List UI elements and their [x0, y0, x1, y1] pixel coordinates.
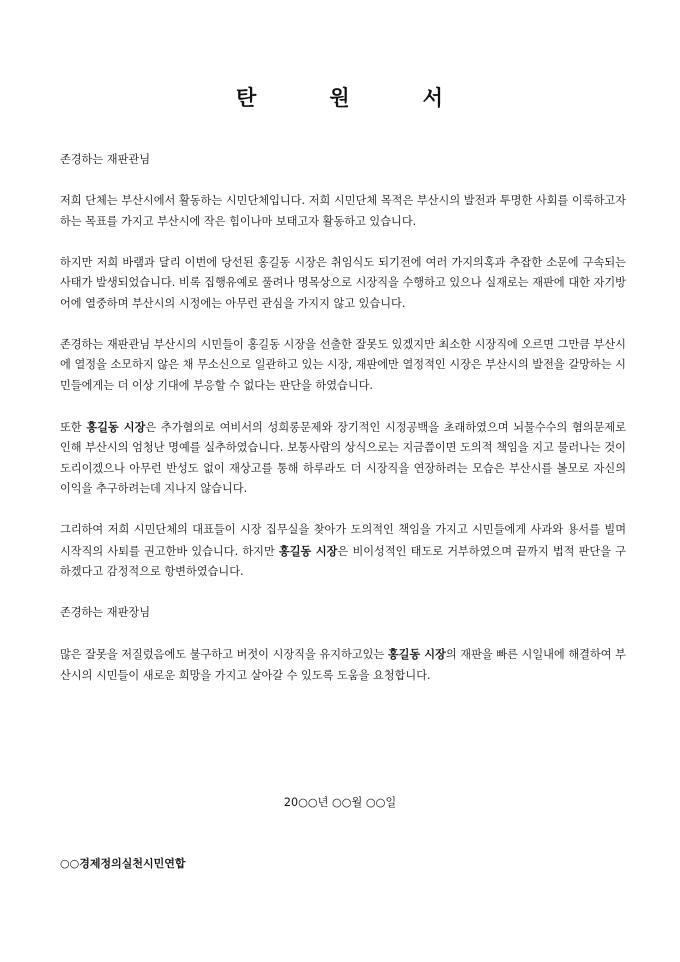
mayor-name: 홍길동 시장 [86, 419, 146, 434]
paragraph [60, 644, 626, 686]
mayor-name: 홍길동 시장 [387, 647, 446, 661]
title-char: 서 [422, 85, 444, 110]
paragraph-text: 그리하여 저희 시민단체의 대표들이 시장 집무실을 찾아가 도의적인 책임을 가지고 시민들에게 사과와 용서를 빌며 시작직의 사퇴를 권고한바 있습니다. 하지만 [60, 523, 626, 558]
petition-body [60, 150, 626, 707]
paragraph-text: 많은 잘못을 저질렀음에도 불구하고 버젓이 시장직을 유지하고있는 [60, 648, 388, 661]
paragraph [60, 417, 626, 500]
salutation: 존경하는 재판관님 [60, 153, 151, 166]
paragraph: 저희 단체는 부산시에서 활동하는 시민단체입니다. 저희 시민단체 목적은 부산시의 발전과 투명한 사회를 이룩하고자 하는 목표를 가지고 부산시에 작은 힘이나마 보태고자 활동하고 있습니다. [60, 194, 626, 228]
paragraph-text: 은 추가혐의로 여비서의 성희롱문제와 장기적인 시정공백을 초래하였으며 뇌물수수의 혐의문제로 인해 부산시의 엄청난 명예를 실추하였습니다. 보통사람의 상식으로는 지금쯤이면 도의적 책임을 지고 물러나는 것이 도리이겠으나 아무런 반성도 없이 재상고를 통해 하루라도 더 시장직을 연장하려는 모습은 부산시를 볼모로 자신의 이익을 추구하려는데 지나지 않습니다. [60, 420, 627, 495]
document-date: 20○○년 ○○월 ○○일 [283, 796, 397, 809]
paragraph-text: 또한 [60, 420, 87, 434]
paragraph: 하지만 저희 바램과 달리 이번에 당선된 홍길동 시장은 취임식도 되기전에 여러 가지의혹과 추잡한 소문에 구속되는 사태가 발생되었습니다. 비록 집행유예로 풀려나 명목상으로 시장직을 수행하고 있으나 실재로는 재판에 대한 자기방어에 열중하며 부산시의 시정에는 아무런 관심을 가지지 않고 있습니다. [60, 255, 626, 310]
paragraph-text: 의 재판을 빠른 시일내에 해결하여 부산시의 시민들이 새로운 희망을 가지고 살아갈 수 있도록 도움을 요청합니다. [60, 648, 626, 682]
paragraph-text: 은 비이성적인 태도로 거부하였으며 끝까지 법적 판단을 구하겠다고 감정적으로 항변하였습니다. [60, 544, 626, 578]
paragraph: 존경하는 재판관님 부산시의 시민들이 홍길동 시장을 선출한 잘못도 있겠지만 최소한 시장직에 오르면 그만큼 부산시에 열정을 소모하지 않은 채 무소신으로 일관하고 있는 시장, 재판에만 열정적인 시장은 부산시의 발전을 갈망하는 시민들에게는 더 이상 기대에 부응할 수 없다는 판단을 하였습니다. [60, 337, 626, 392]
title-char: 원 [329, 85, 351, 110]
document-title [0, 82, 680, 112]
salutation: 존경하는 재판장님 [60, 606, 151, 619]
organization-signature: ○○경제정의실천시민연합 [60, 857, 186, 870]
title-char: 탄 [236, 85, 258, 110]
mayor-name: 홍길동 시장 [278, 543, 338, 558]
paragraph [60, 520, 626, 583]
